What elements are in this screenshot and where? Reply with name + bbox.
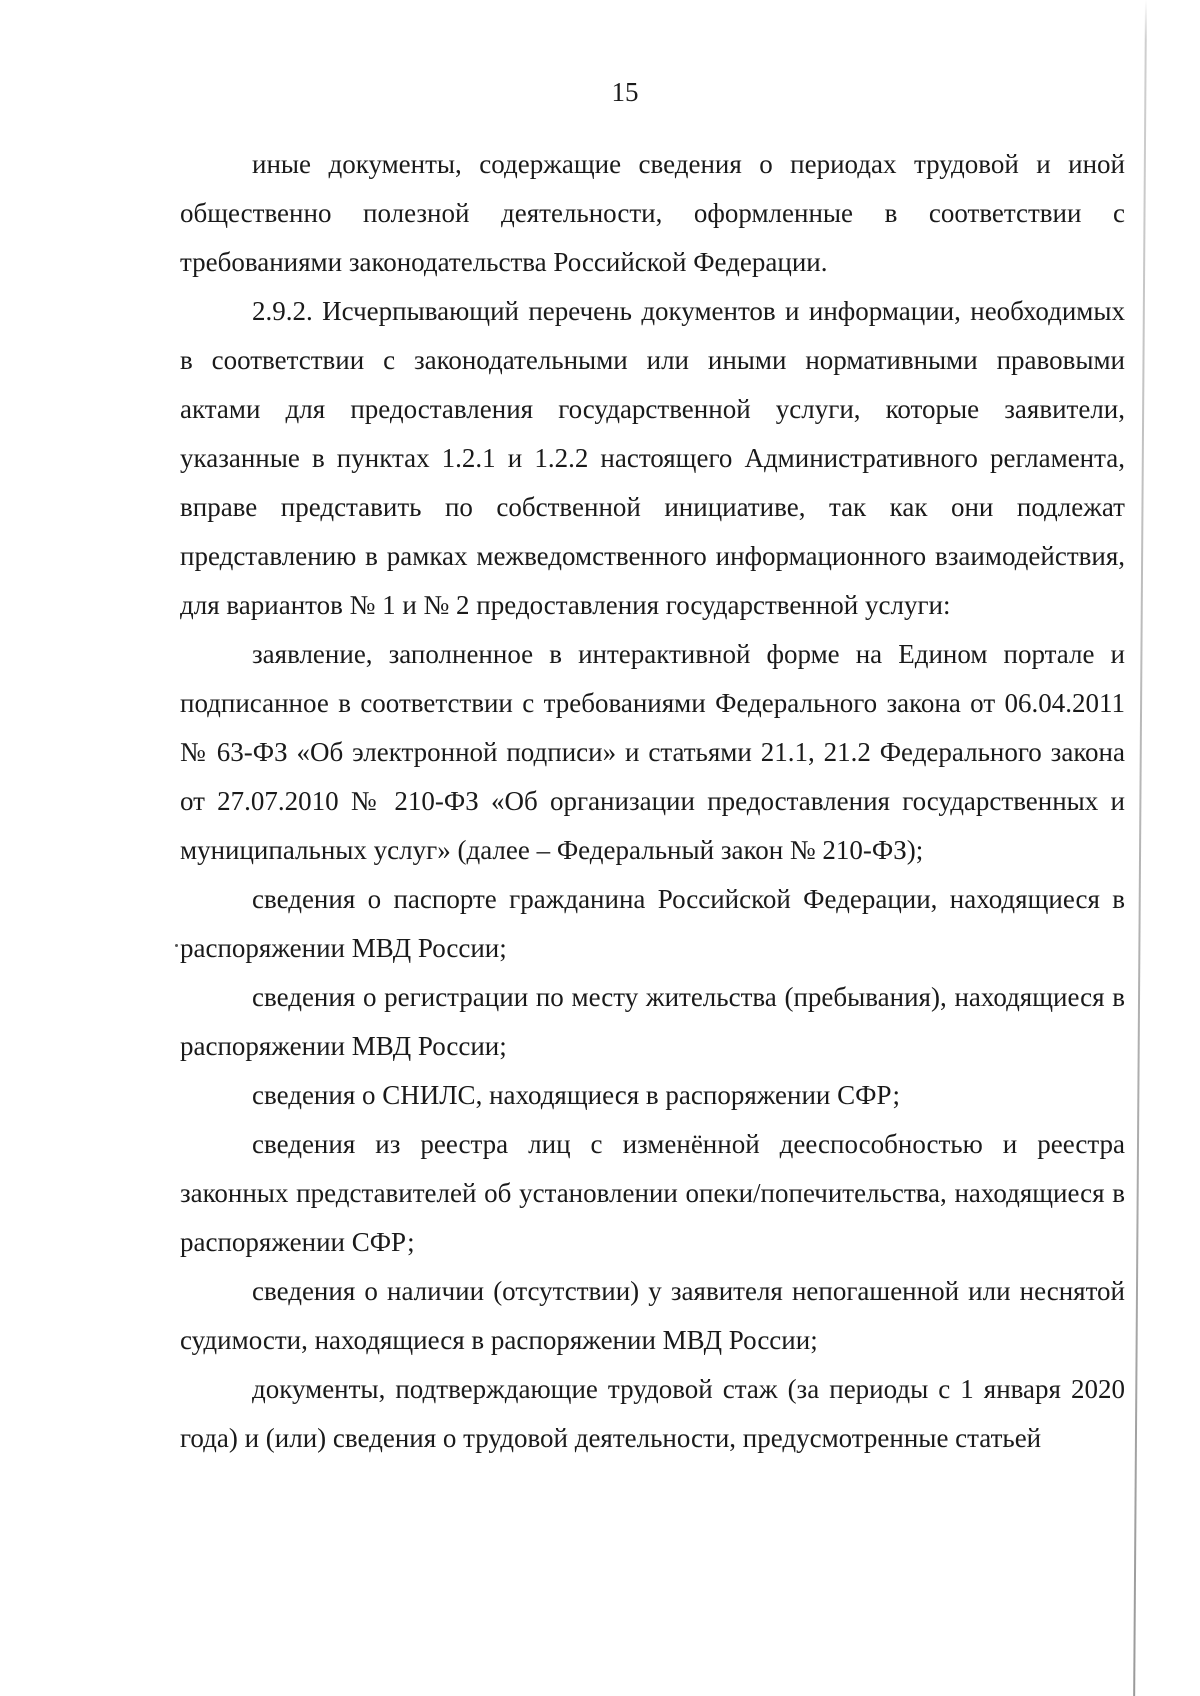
scan-edge-line — [1133, 0, 1147, 1696]
paragraph-snils: сведения о СНИЛС, находящиеся в распоряжении СФР; — [252, 1080, 900, 1110]
page-number: 15 — [611, 77, 639, 107]
scan-speck — [175, 944, 178, 947]
paragraph-registration: сведения о регистрации по месту жительства (пребывания), находящиеся в распоряжении МВД России; — [180, 982, 1125, 1061]
paragraph-criminal-record: сведения о наличии (отсутствии) у заявителя непогашенной или неснятой судимости, находящиеся в распоряжении МВД России; — [180, 1276, 1125, 1355]
paragraph-work-experience: документы, подтверждающие трудовой стаж (за периоды с 1 января 2020 года) и (или) сведения о трудовой деятельности, предусмотренные статьей — [180, 1374, 1125, 1453]
paragraph-section-2-9-2: 2.9.2. Исчерпывающий перечень документов и информации, необходимых в соответствии с законодательными или иными нормативными правовыми актами для предоставления государственной услуги, которые заявители, указанные в пунктах 1.2.1 и 1.2.2 настоящего Административного регламента, вправе представить по собственной инициативе, так как они подлежат представлению в рамках межведомственного информационного взаимодействия, для вариантов № 1 и № 2 предоставления государственной услуги: — [180, 296, 1125, 620]
paragraph-passport: сведения о паспорте гражданина Российской Федерации, находящиеся в распоряжении МВД России; — [180, 884, 1125, 963]
document-body — [180, 140, 1125, 1463]
paragraph-capacity-registry: сведения из реестра лиц с изменённой дееспособностью и реестра законных представителей об установлении опеки/попечительства, находящиеся в распоряжении СФР; — [180, 1129, 1125, 1257]
paragraph-other-documents: иные документы, содержащие сведения о периодах трудовой и иной общественно полезной деятельности, оформленные в соответствии с требованиями законодательства Российской Федерации. — [180, 149, 1125, 277]
paragraph-application: заявление, заполненное в интерактивной форме на Едином портале и подписанное в соответствии с требованиями Федерального закона от 06.04.2011 № 63-ФЗ «Об электронной подписи» и статьями 21.1, 21.2 Федерального закона от 27.07.2010 № 210-ФЗ «Об организации предоставления государственных и муниципальных услуг» (далее – Федеральный закон № 210-ФЗ); — [180, 639, 1125, 865]
